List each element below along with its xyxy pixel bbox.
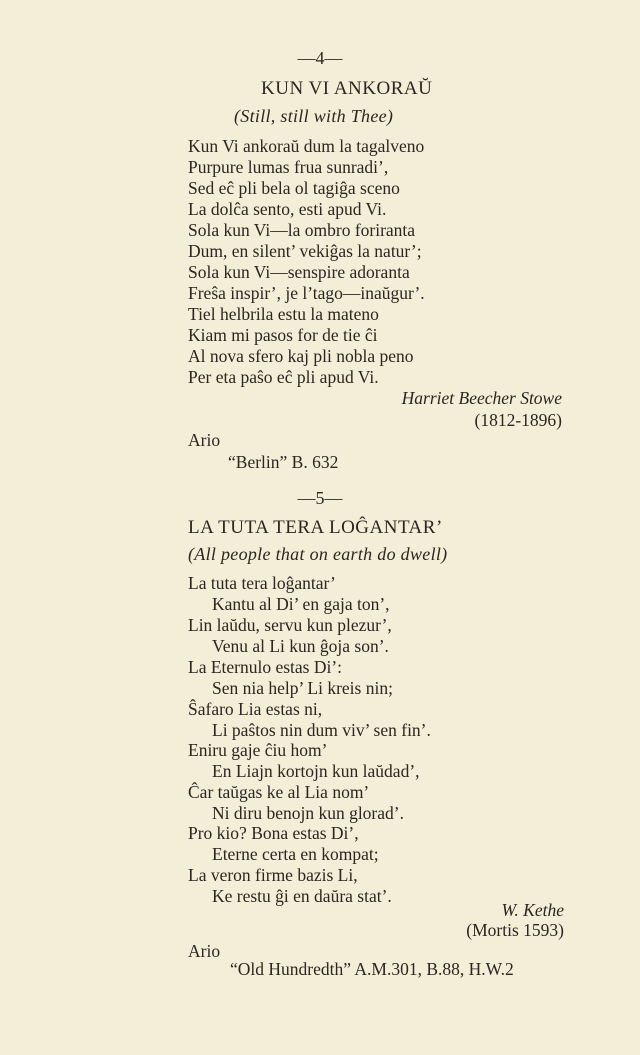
verse-line: Al nova sfero kaj pli nobla peno — [188, 346, 414, 366]
verse-line: Eterne certa en kompat; — [212, 844, 379, 864]
verse-line: Freŝa inspir’, je l’tago—inaŭgur’. — [188, 283, 425, 303]
hymn-number: —5— — [297, 488, 343, 508]
stanza — [188, 220, 425, 304]
verse-line: Kiam mi pasos for de tie ĉi — [188, 325, 378, 345]
tune-reference: “Berlin” B. 632 — [228, 452, 339, 472]
verse-line: Sen nia help’ Li kreis nin; — [212, 678, 393, 698]
verse-line: En Liajn kortojn kun laŭdad’, — [212, 761, 420, 781]
verse-line: Ĉar taŭgas ke al Lia nom’ — [188, 782, 370, 802]
verse-line: Ni diru benojn kun glorad’. — [212, 803, 404, 823]
verse-line: Sola kun Vi—senspire adoranta — [188, 262, 410, 282]
verse-line: La dolĉa sento, esti apud Vi. — [188, 199, 387, 219]
hymn-title: LA TUTA TERA LOĜANTAR’ — [188, 517, 443, 538]
verse-line: Ŝafaro Lia estas ni, — [188, 699, 323, 719]
hymn-subtitle: (Still, still with Thee) — [234, 106, 394, 126]
verse-line: Lin laŭdu, servu kun plezur’, — [188, 615, 392, 635]
verse-line: La tuta tera loĝantar’ — [188, 573, 336, 593]
verse-line: Tiel helbrila estu la mateno — [188, 304, 379, 324]
verse-line: Dum, en silent’ vekiĝas la natur’; — [188, 241, 422, 261]
verse-line: La Eternulo estas Di’: — [188, 657, 343, 677]
tune-label: Ario — [188, 941, 221, 961]
hymn-title: KUN VI ANKORAŬ — [261, 78, 433, 99]
verse-line: Sola kun Vi—la ombro foriranta — [188, 220, 416, 240]
author-dates: (Mortis 1593) — [466, 920, 564, 940]
verse-line: Kun Vi ankoraŭ dum la tagalveno — [188, 136, 425, 156]
author-dates: (1812-1896) — [474, 410, 562, 430]
hymn-number: —4— — [297, 48, 343, 68]
stanza — [188, 740, 420, 824]
verse-line: Pro kio? Bona estas Di’, — [188, 823, 359, 843]
verse-line: Per eta paŝo eĉ pli apud Vi. — [188, 367, 379, 387]
verse-line: Eniru gaje ĉiu hom’ — [188, 740, 328, 760]
hymn-author: W. Kethe — [501, 900, 564, 920]
verse-line: Ke restu ĝi en daŭra stat’. — [212, 886, 392, 906]
hymn-author: Harriet Beecher Stowe — [401, 388, 562, 408]
stanza — [188, 573, 392, 657]
verse-line: Sed eĉ pli bela ol tagiĝa sceno — [188, 178, 400, 198]
tune-reference: “Old Hundredth” A.M.301, B.88, H.W.2 — [230, 959, 514, 979]
verse-line: Purpure lumas frua sunradi’, — [188, 157, 389, 177]
stanza — [188, 136, 424, 220]
tune-label: Ario — [188, 430, 221, 450]
verse-line: Venu al Li kun ĝoja son’. — [212, 636, 389, 656]
stanza — [188, 657, 431, 741]
stanza — [188, 304, 414, 388]
verse-line: La veron firme bazis Li, — [188, 865, 358, 885]
verse-line: Kantu al Di’ en gaja ton’, — [212, 594, 390, 614]
verse-line: Li paŝtos nin dum viv’ sen fin’. — [212, 720, 431, 740]
hymn-subtitle: (All people that on earth do dwell) — [188, 544, 448, 564]
stanza — [188, 823, 392, 907]
